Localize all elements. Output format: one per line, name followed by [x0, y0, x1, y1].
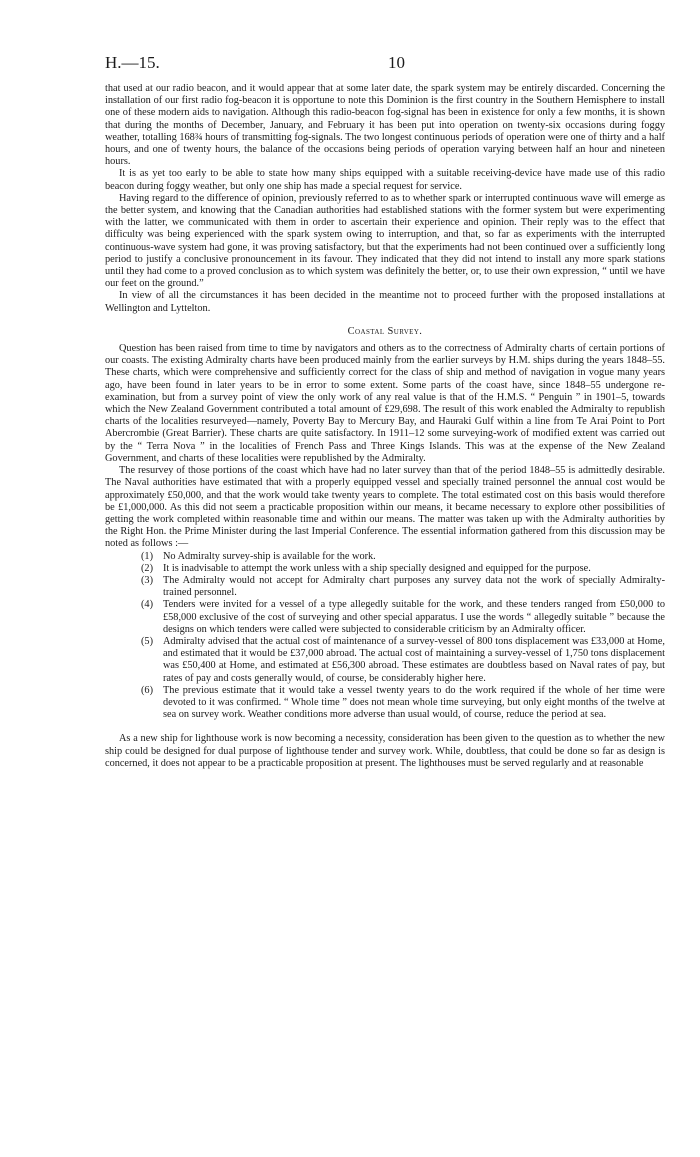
- paragraph-canadian-experience: Having regard to the difference of opinion, previously referred to as to whether spark or interrupted continuous wave will emerge as the better system, and knowing that the Canadian authorities had established stations with the former system but were experimenting with the latter, we communicated with them in order to ascertain their experience and opinion. Their reply was to the effect that difficulty was being experienced with the spark system owing to interruption, and that, so far as experiments with the interrupted continuous-wave system had gone, it was proving satisfactory, but that the experiments had not been continued over a sufficiently long period to justify a conclusive pronouncement in its favour. They indicated that they did not intend to install any more spark stations until they had come to a proved conclusion as to which system was definitely the better, or, to use their own expression, “ until we have our feet on the ground.”: [105, 192, 665, 290]
- section-heading-coastal-survey: Coastal Survey.: [347, 325, 423, 337]
- page-number: 10: [388, 53, 405, 72]
- list-item: (2) It is inadvisable to attempt the work unless with a ship specially designed and equipped for the purpose.: [141, 562, 591, 574]
- paragraph-resurvey-cost: The resurvey of those portions of the coast which have had no later survey than that of the period 1848–55 is admittedly desirable. The Naval authorities have estimated that with a properly equipped vessel and specially trained personnel the annual cost would be approximately £50,000, and that the work would take twenty years to complete. The total estimated cost on this basis would therefore be £1,000,000. As this did not seem a practicable proposition within our means, it became necessary to explore other possibilities of getting the work completed within reasonable time and within our means. The matter was taken up with the Admiralty authorities by the Right Hon. the Prime Minister during the last Imperial Conference. The essential information gathered from this discussion may be noted as follows :—: [105, 465, 665, 550]
- list-item: (4) Tenders were invited for a vessel of a type allegedly suitable for the work, and these tenders ranged from £50,000 to £58,000 exclusive of the cost of surveying and other special apparatus. I use the words “ allegedly suitable ” because the designs on which tenders were called were subjected to considerable criticism by an Admiralty officer.: [141, 599, 665, 635]
- paragraph-admiralty-charts: Question has been raised from time to time by navigators and others as to the correctness of Admiralty charts of certain portions of our coasts. The existing Admiralty charts have been produced mainly from the earlier surveys by H.M. ships during the years 1848–55. These charts, which were comprehensive and sufficiently correct for the class of ship and method of navigation in vogue many years ago, have been found in later years to be in error to some extent. Some parts of the coast have, since 1848–55 undergone re-examination, but from a survey point of view the only work of any real value is that of the H.M.S. “ Penguin ” in 1901–5, towards which the New Zealand Government contributed a total amount of £29,698. The result of this work enabled the Admiralty to republish charts of the localities resurveyed—namely, Poverty Bay to Mercury Bay, and Hauraki Gulf within a line from Te Arai Point to Port Abercrombie (Great Barrier). These charts are quite satisfactory. In 1911–12 some surveying-work of modified extent was carried out by the “ Terra Nova ” in the localities of French Pass and Three Kings Islands. This was at the expense of the New Zealand Government, and charts of these localities were republished by the Admiralty.: [105, 343, 665, 464]
- list-item: (6) The previous estimate that it would take a vessel twenty years to do the work required if the whole of her time were devoted to it was confirmed. “ Whole time ” does not mean whole time surveying, but only eight months of the twelve at sea on survey work. Weather conditions more adverse than usual would, of course, reduce the period at sea.: [141, 684, 665, 721]
- list-item: (1) No Admiralty survey-ship is available for the work.: [141, 550, 376, 562]
- paragraph-decision: In view of all the circumstances it has been decided in the meantime not to proceed further with the proposed installations at Wellington and Lyttelton.: [105, 290, 665, 314]
- page-header: [105, 53, 665, 77]
- paragraph-lighthouse-ship: As a new ship for lighthouse work is now becoming a necessity, consideration has been given to the question as to whether the new ship could be designed for dual purpose of lighthouse tender and survey work. While, doubtless, that could be done so far as design is concerned, it does not appear to be a practicable proposition at present. The lighthouses must be served regularly and at reasonable: [105, 733, 665, 769]
- document-body: [105, 83, 665, 770]
- paragraph-receiving-devices: It is as yet too early to be able to state how many ships equipped with a suitable receiving-device have made use of this radio beacon during foggy weather, but only one ship has made a special request for service.: [105, 168, 665, 192]
- admiralty-findings-list: [141, 551, 665, 722]
- list-item: (3) The Admiralty would not accept for Admiralty chart purposes any survey data not the work of specially Admiralty-trained personnel.: [141, 574, 665, 599]
- list-item: (5) Admiralty advised that the actual cost of maintenance of a survey-vessel of 800 tons displacement was £33,000 at Home, and estimated that it would be £37,000 abroad. The actual cost of maintaining a survey-vessel of 1,750 tons displacement was £50,400 at Home, and estimated at £56,300 abroad. These estimates are doubtless based on Naval rates of pay, but rates of pay and costs generally would, of course, be considerably higher here.: [141, 635, 665, 684]
- paragraph-radio-beacon: that used at our radio beacon, and it would appear that at some later date, the spark system may be entirely discarded. Concerning the installation of our first radio fog-beacon it is opportune to note this Dominion is the first country in the Southern Hemisphere to install one of these modern aids to navigation. Although this radio-beacon fog-signal has been in existence for only a few months, it is shown that during the months of December, January, and February it has been put into operation on twenty-six occasions during foggy weather, totalling 168¾ hours of transmitting fog-signals. The two longest continuous periods of operation were one of thirty and a half hours, and one of twenty hours, the balance of the occasions being periods of operation varying between half an hour and nineteen hours.: [105, 83, 665, 168]
- document-reference: H.—15.: [105, 53, 160, 72]
